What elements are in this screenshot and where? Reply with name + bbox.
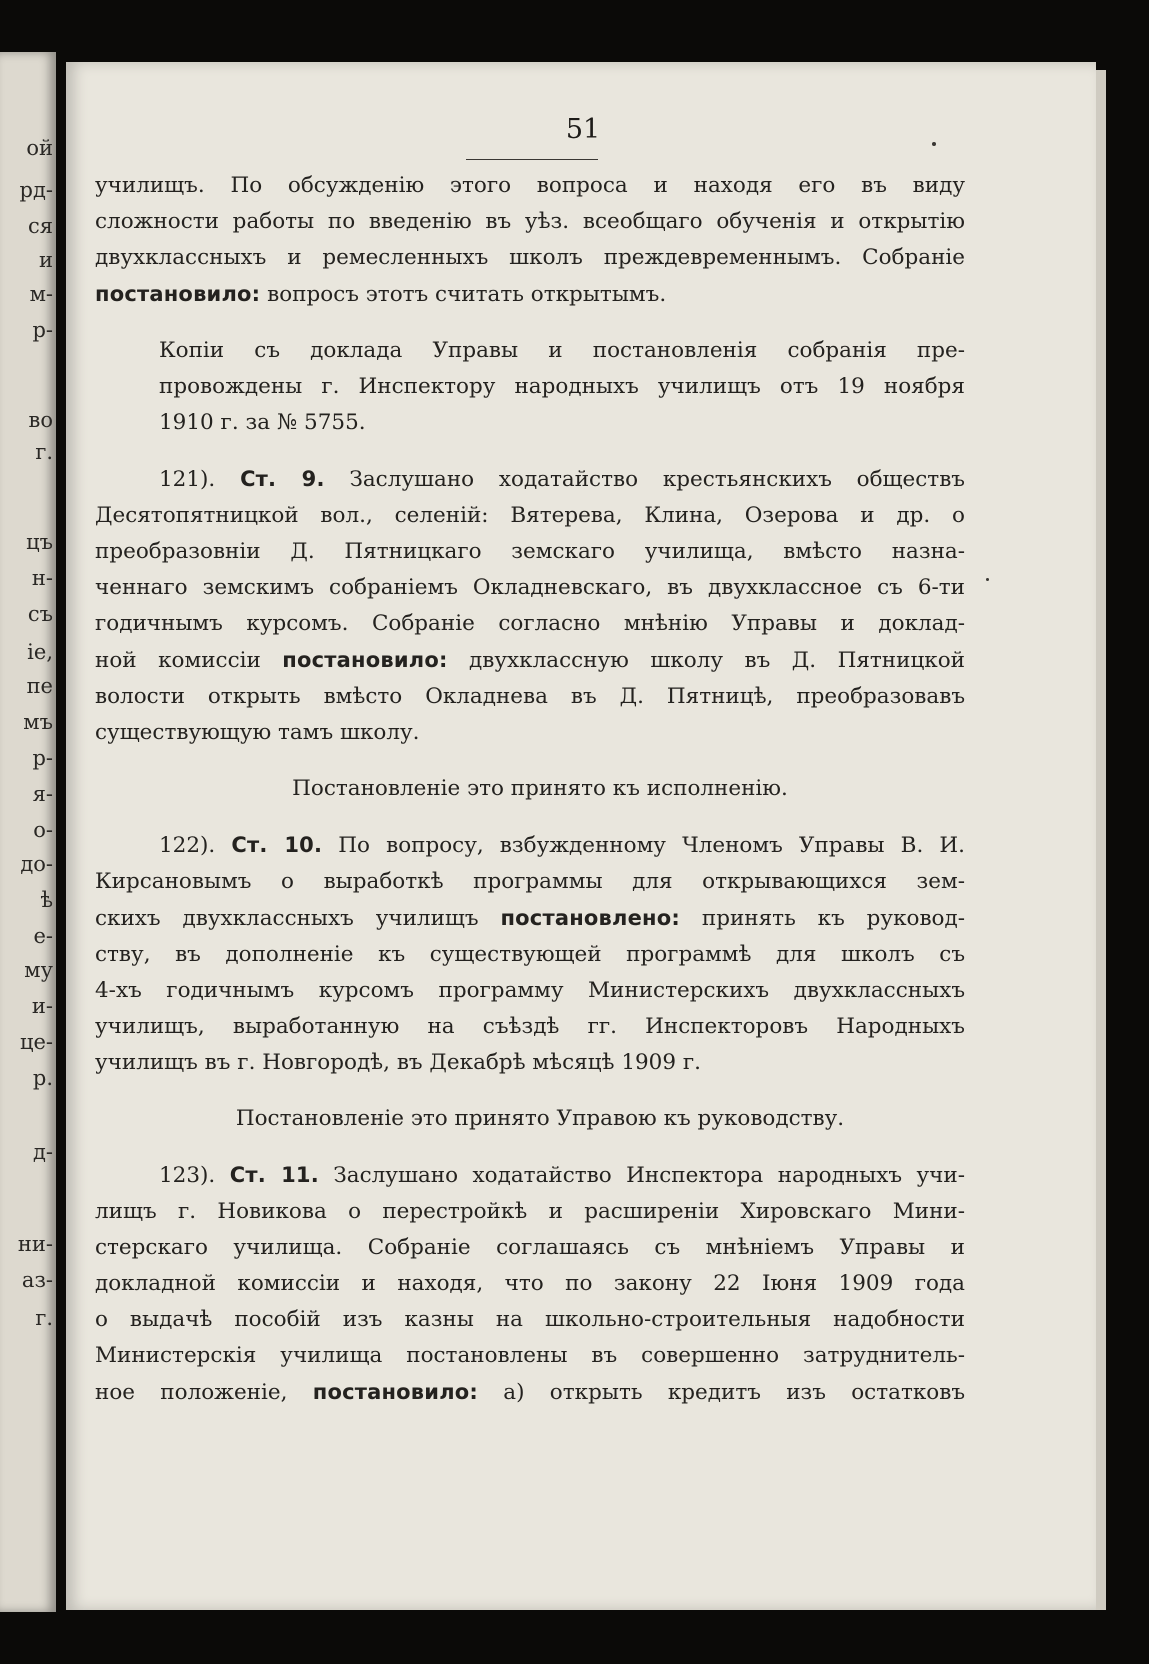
facing-page-fragment: р- <box>32 746 53 770</box>
text-line: существующую тамъ школу. <box>95 720 420 745</box>
text-line: училищъ. По обсужденію этого вопроса и находя его въ виду <box>95 173 965 198</box>
text-line: стерскаго училища. Собраніе соглашаясь съ мнѣніемъ Управы и <box>95 1235 965 1260</box>
ink-speck <box>932 142 936 146</box>
facing-page-fragment: рд- <box>19 178 53 202</box>
text-line <box>95 461 965 498</box>
facing-page-fragment: д- <box>32 1140 53 1164</box>
text-fragment: вопросъ этотъ считать открытымъ. <box>260 282 667 307</box>
text-line: 4-хъ годичнымъ курсомъ программу Министерскихъ двухклассныхъ <box>95 978 965 1003</box>
facing-page-fragment: г. <box>35 1306 53 1330</box>
article-ref: Ст. 10. <box>231 833 323 857</box>
text-line: сложности работы по введенію въ уѣз. всеобщаго обученія и открытію <box>95 209 965 234</box>
facing-page-fragment: г. <box>35 440 53 464</box>
facing-page-fragment: ни- <box>17 1232 53 1256</box>
facing-page-fragment: съ <box>27 602 53 626</box>
facing-page-fragment: до- <box>20 852 53 876</box>
text-fragment: скихъ двухклассныхъ училищъ <box>95 906 501 931</box>
facing-page-fragment: и- <box>31 994 53 1018</box>
resolution-note: Постановленіе это принято Управою къ руководству. <box>235 1106 845 1131</box>
text-line: преобразовніи Д. Пятницкаго земскаго училища, вмѣсто назна- <box>95 539 965 564</box>
text-fragment: Заслушано ходатайство крестьянскихъ обществъ <box>324 467 965 492</box>
text-line: 1910 г. за № 5755. <box>159 410 366 435</box>
text-line: училищъ, выработанную на съѣздѣ гг. Инспекторовъ Народныхъ <box>95 1014 965 1039</box>
page-text <box>95 168 965 1411</box>
text-fragment: принять къ руковод- <box>679 906 965 931</box>
text-line: двухклассныхъ и ремесленныхъ школъ преждевременнымъ. Собраніе <box>95 245 965 270</box>
resolution-note: Постановленіе это принято къ исполненію. <box>292 776 788 801</box>
facing-page-fragment: р- <box>32 318 53 342</box>
facing-page-fragment: ѣ <box>40 888 53 912</box>
text-fragment: а) открыть кредитъ изъ остатковъ <box>478 1380 965 1405</box>
facing-page-fragment: р. <box>32 1066 53 1090</box>
facing-page-fragment: мъ <box>23 710 53 734</box>
resolution-keyword: постановило: <box>95 282 261 306</box>
page-edge <box>1096 70 1106 1610</box>
facing-page-fragment: и <box>39 248 53 272</box>
copies-note <box>95 333 965 441</box>
facing-page-fragment: іе, <box>27 640 53 664</box>
text-fragment: двухклассную школу въ Д. Пятницкой <box>447 648 965 673</box>
text-line <box>95 900 965 937</box>
facing-page-fragment: це- <box>19 1030 53 1054</box>
article-ref: Ст. 11. <box>229 1163 319 1187</box>
text-line: лищъ г. Новикова о перестройкѣ и расширеніи Хировскаго Мини- <box>95 1199 965 1224</box>
resolution-keyword: постановлено: <box>500 906 680 930</box>
ink-speck <box>986 578 989 581</box>
text-line: ству, въ дополненіе къ существующей программѣ для школъ съ <box>95 942 965 967</box>
text-line: Кирсановымъ о выработкѣ программы для открывающихся зем- <box>95 869 965 894</box>
text-line: училищъ въ г. Новгородѣ, въ Декабрѣ мѣсяцѣ 1909 г. <box>95 1050 701 1075</box>
text-line: Десятопятницкой вол., селеній: Вятерева, Клина, Озерова и др. о <box>95 503 965 528</box>
page-number-rule <box>466 159 598 160</box>
page-number: 51 <box>565 114 601 145</box>
item-122 <box>95 827 965 1081</box>
text-line: докладной комиссіи и находя, что по закону 22 Іюня 1909 года <box>95 1271 965 1296</box>
resolution-keyword: постановило: <box>312 1380 479 1404</box>
text-fragment: По вопросу, взбужденному Членомъ Управы В. И. <box>322 833 965 858</box>
text-line <box>95 827 965 864</box>
paragraph-continuation <box>95 168 965 313</box>
facing-page-fragment: му <box>24 958 53 982</box>
facing-page-fragment: е- <box>33 924 53 948</box>
text-line: Копіи съ доклада Управы и постановленія собранія пре- <box>159 338 965 363</box>
facing-page-fragment: н- <box>31 566 53 590</box>
item-121 <box>95 461 965 751</box>
facing-page-fragment: аз- <box>21 1268 53 1292</box>
text-line <box>95 1374 965 1411</box>
resolution-keyword: постановило: <box>282 648 448 672</box>
left-facing-page <box>0 52 56 1612</box>
facing-page-fragment: я- <box>32 782 53 806</box>
text-line: о выдачѣ пособій изъ казны на школьно-строительныя надобности <box>95 1307 965 1332</box>
item-123 <box>95 1157 965 1411</box>
text-fragment: Заслушано ходатайство Инспектора народныхъ учи- <box>318 1163 965 1188</box>
article-ref: Ст. 9. <box>240 467 325 491</box>
facing-page-fragment: пе <box>26 674 53 698</box>
facing-page-fragment: во <box>28 408 53 432</box>
facing-page-fragment: ой <box>26 136 53 160</box>
text-line: Министерскія училища постановлены въ совершенно затруднитель- <box>95 1343 965 1368</box>
text-line: годичнымъ курсомъ. Собраніе согласно мнѣнію Управы и доклад- <box>95 611 965 636</box>
facing-page-fragment: м- <box>29 282 53 306</box>
text-line <box>95 1157 965 1194</box>
text-line: ченнаго земскимъ собраніемъ Окладневскаго, въ двухклассное съ 6-ти <box>95 575 965 600</box>
text-line <box>95 642 965 679</box>
text-line: провождены г. Инспектору народныхъ училищъ отъ 19 ноября <box>159 374 965 399</box>
facing-page-fragment: ся <box>27 214 53 238</box>
text-fragment: ной комиссіи <box>95 648 283 673</box>
text-line: волости открыть вмѣсто Окладнева въ Д. Пятницѣ, преобразовавъ <box>95 684 965 709</box>
book-page <box>66 62 1096 1610</box>
facing-page-fragment: цъ <box>26 530 53 554</box>
text-fragment: ное положеніе, <box>95 1380 313 1405</box>
item-number: 123). <box>159 1163 216 1188</box>
facing-page-fragment: о- <box>33 818 53 842</box>
item-number: 122). <box>159 833 216 858</box>
text-line <box>95 276 965 313</box>
item-number: 121). <box>159 467 216 492</box>
